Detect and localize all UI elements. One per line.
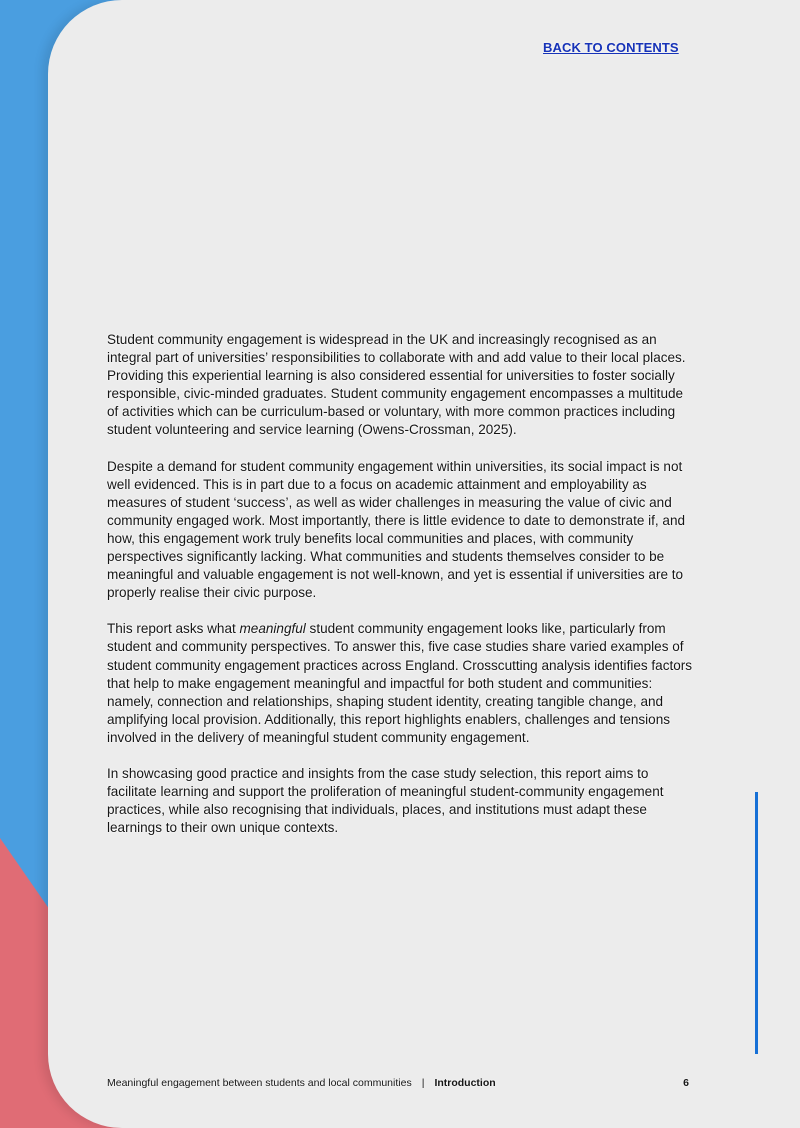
paragraph-1-text: Student community engagement is widespread in the UK and increasingly recognised as an integral part of universities’ responsibilities to collaborate with and add value to their local places. Providing this experiential learning is also considered essential for universities to foster socially responsible, civic-minded graduates. Student community engagement encompasses a multitude of activities which can be curriculum-based or voluntary, with more common practices including student volunteering and service learning (Owens-Crossman, 2025). <box>107 332 686 438</box>
paragraph-4-text: In showcasing good practice and insights from the case study selection, this report aims to facilitate learning and support the proliferation of meaningful student-community engagement practices, while also recognising that individuals, places, and institutions must adapt these learnings to their own unique contexts. <box>107 765 664 836</box>
footer-separator: | <box>421 1077 425 1089</box>
footer-document-title: Meaningful engagement between students and local communities <box>107 1077 412 1089</box>
paragraph-3-text-end: student community engagement looks like, particularly from student and community perspectives. To answer this, five case studies share varied examples of student community engagement practices across England. Crosscutting analysis identifies factors that help to make engagement meaningful and impactful for both student and communities: namely, connection and relationships, shaping student identity, creating tangible change, and amplifying local provision. Additionally, this report highlights enablers, challenges and tensions involved in the delivery of meaningful student community engagement. <box>107 621 693 745</box>
paragraph-3-text-start: This report asks what <box>107 621 240 637</box>
paragraph-2 <box>107 458 693 603</box>
introduction-body <box>107 331 693 855</box>
paragraph-3 <box>107 620 693 747</box>
back-to-contents-link[interactable]: BACK TO CONTENTS <box>543 40 679 55</box>
vertical-accent-bar <box>755 792 758 1054</box>
paragraph-2-text: Despite a demand for student community engagement within universities, its social impact is not well evidenced. This is in part due to a focus on academic attainment and employability as measures of student ‘success’, as well as wider challenges in measuring the value of civic and community engaged work. Most importantly, there is little evidence to date to demonstrate if, and how, this engagement work truly benefits local communities and places, with community perspectives significantly lacking. What communities and students themselves consider to be meaningful and valuable engagement is not well-known, and yet is essential if universities are to properly realise their civic purpose. <box>107 458 686 601</box>
footer-section-name: Introduction <box>434 1077 496 1089</box>
paragraph-4 <box>107 765 693 837</box>
page-footer <box>107 1077 689 1089</box>
paragraph-1 <box>107 331 693 440</box>
paragraph-3-emphasis: meaningful <box>239 621 306 637</box>
page-number: 6 <box>683 1077 689 1089</box>
